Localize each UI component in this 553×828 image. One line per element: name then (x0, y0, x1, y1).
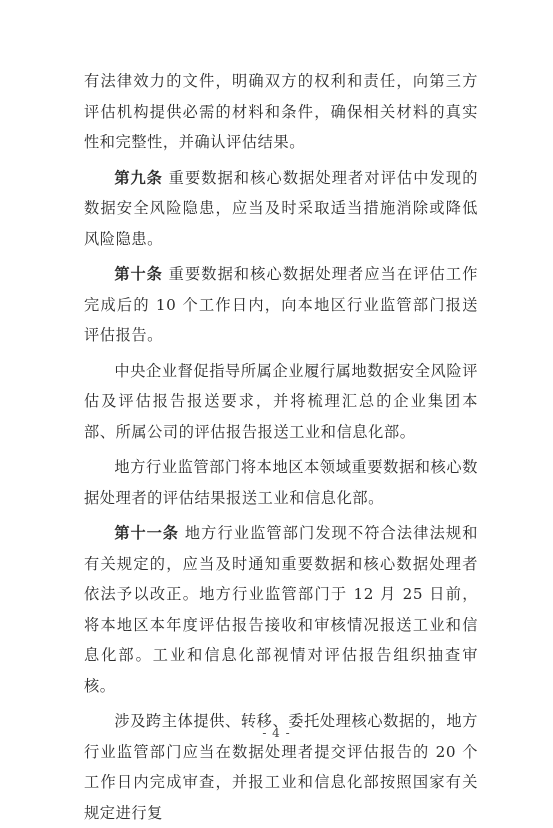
paragraph-text: 地方行业监管部门将本地区本领域重要数据和核心数据处理者的评估结果报送工业和信息化部。 (84, 458, 478, 507)
article-9 (84, 163, 478, 255)
article-heading: 第十一条 (114, 524, 179, 542)
article-heading: 第九条 (114, 168, 163, 187)
paragraph-text: 涉及跨主体提供、转移、委托处理核心数据的，地方行业监管部门应当在数据处理者提交评估报告的 20 个工作日内完成审查，并报工业和信息化部按照国家有关规定进行复 (84, 712, 478, 822)
paragraph-cross-entity (84, 706, 478, 828)
page-number: - 4 - (262, 726, 291, 740)
paragraph-text: 有法律效力的文件，明确双方的权利和责任，向第三方评估机构提供必需的材料和条件，确保相关材料的真实性和完整性，并确认评估结果。 (84, 72, 478, 151)
paragraph-continuation (84, 66, 478, 158)
paragraph-central-enterprises (84, 356, 478, 448)
paragraph-text: 地方行业监管部门发现不符合法律法规和有关规定的，应当及时通知重要数据和核心数据处理者依法予以改正。地方行业监管部门于 12 月 25 日前，将本地区本年度评估报告接收和审核情况报送工业和信息化部。工业和信息化部视情对评估报告组织抽查审核。 (84, 524, 478, 695)
paragraph-text: 重要数据和核心数据处理者应当在评估工作完成后的 10 个工作日内，向本地区行业监管部门报送评估报告。 (84, 265, 479, 344)
document-body (84, 66, 478, 828)
article-heading: 第十条 (114, 265, 163, 283)
article-10 (84, 259, 478, 351)
paragraph-local-regulators (84, 452, 478, 513)
article-11 (84, 518, 478, 701)
paragraph-text: 重要数据和核心数据处理者对评估中发现的数据安全风险隐患，应当及时采取适当措施消除或降低风险隐患。 (84, 168, 479, 248)
paragraph-text: 中央企业督促指导所属企业履行属地数据安全风险评估及评估报告报送要求，并将梳理汇总的企业集团本部、所属公司的评估报告报送工业和信息化部。 (84, 361, 478, 441)
